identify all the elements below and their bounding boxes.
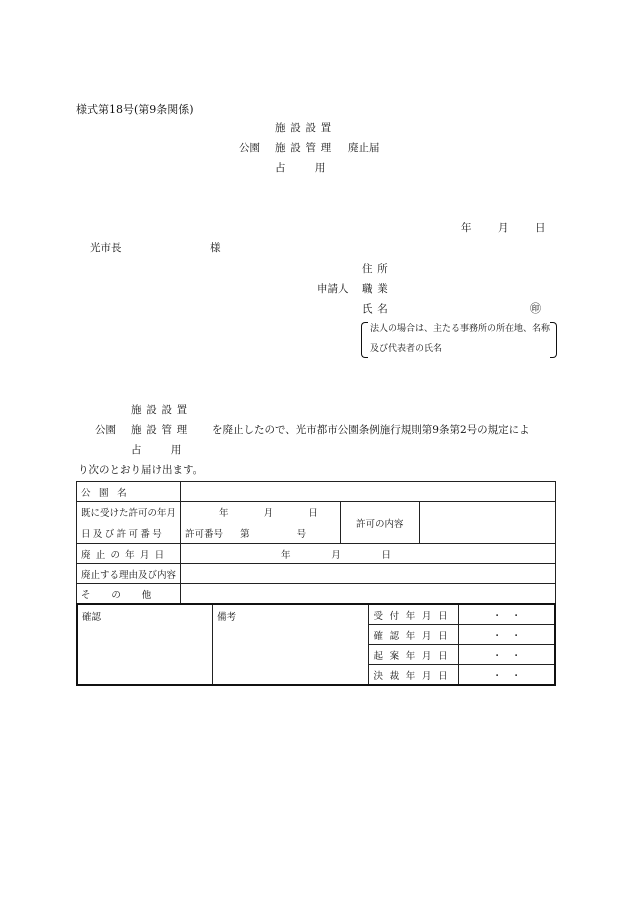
title-option-manage: 施設管理 — [275, 142, 336, 154]
park-name-field[interactable] — [181, 482, 556, 502]
drafted-date-label: 起案年月日 — [369, 645, 459, 665]
abolish-day-label: 日 — [381, 549, 391, 561]
approved-date-value[interactable]: ・ ・ — [459, 665, 555, 686]
abolish-date-field[interactable] — [181, 544, 556, 564]
title-option-occupy: 占用 — [275, 162, 355, 174]
permit-label-line2: 日及び許可番号 — [77, 523, 181, 544]
date-year: 年 — [461, 222, 472, 234]
body-prefix: 公園 — [95, 424, 116, 436]
other-label: その他 — [77, 584, 181, 604]
approved-date-label: 決裁年月日 — [369, 665, 459, 686]
confirmed-date-value[interactable]: ・ ・ — [459, 625, 555, 645]
note-bracket-right — [550, 322, 557, 358]
reason-field[interactable] — [181, 564, 556, 584]
permit-content-field[interactable] — [419, 502, 555, 544]
permit-number-label: 許可番号 — [185, 528, 224, 540]
confirm-label: 確認 — [82, 612, 102, 623]
applicant-label: 申請人 — [317, 283, 349, 295]
note-bracket-left — [361, 322, 368, 358]
applicant-address-label: 住所 — [362, 263, 393, 275]
title-prefix: 公園 — [239, 142, 260, 154]
date-month: 月 — [498, 222, 509, 234]
body-option-manage: 施設管理 — [131, 424, 192, 436]
body-text-line1: を廃止したので、光市都市公園条例施行規則第9条第2号の規定によ — [212, 424, 530, 436]
permit-date-field[interactable] — [181, 502, 341, 523]
form-number: 様式第18号(第9条関係) — [76, 103, 194, 116]
addressee-honorific: 様 — [210, 242, 221, 254]
office-use-table — [76, 603, 556, 686]
applicant-occupation-label: 職業 — [362, 283, 393, 295]
body-option-occupy: 占用 — [131, 444, 211, 456]
abolish-date-label: 廃止の年月日 — [77, 544, 181, 564]
title-suffix: 廃止届 — [348, 142, 380, 154]
title-option-install: 施設設置 — [275, 122, 336, 134]
abolish-month-label: 月 — [331, 549, 341, 561]
permit-number-prefix: 第 — [240, 528, 250, 540]
other-field[interactable] — [181, 584, 556, 604]
date-day: 日 — [535, 222, 546, 234]
permit-content-label: 許可の内容 — [340, 502, 419, 544]
drafted-date-value[interactable]: ・ ・ — [459, 645, 555, 665]
confirm-cell[interactable] — [77, 604, 213, 685]
permit-number-field[interactable] — [181, 523, 341, 544]
received-date-label: 受付年月日 — [369, 604, 459, 625]
remarks-label: 備考 — [217, 612, 237, 623]
received-date-value[interactable]: ・ ・ — [459, 604, 555, 625]
body-option-install: 施設設置 — [131, 404, 192, 416]
permit-day-label: 日 — [308, 508, 318, 520]
remarks-cell[interactable] — [213, 604, 369, 685]
permit-year-label: 年 — [219, 508, 229, 520]
permit-number-suffix: 号 — [296, 528, 307, 540]
abolish-year-label: 年 — [281, 549, 291, 561]
body-text-line2: り次のとおり届け出ます。 — [78, 464, 204, 476]
applicant-note-line2: 及び代表者の氏名 — [370, 344, 443, 354]
application-table — [76, 481, 556, 604]
confirmed-date-label: 確認年月日 — [369, 625, 459, 645]
applicant-note-line1: 法人の場合は、主たる事務所の所在地、名称 — [370, 324, 551, 334]
permit-month-label: 月 — [263, 508, 274, 520]
applicant-name-label: 氏名 — [362, 303, 393, 315]
permit-label-line1: 既に受けた許可の年月 — [77, 502, 181, 523]
seal-mark: ㊞ — [530, 302, 541, 315]
addressee-name: 光市長 — [90, 242, 122, 254]
park-name-label: 公園名 — [77, 482, 181, 502]
reason-label: 廃止する理由及び内容 — [77, 564, 181, 584]
